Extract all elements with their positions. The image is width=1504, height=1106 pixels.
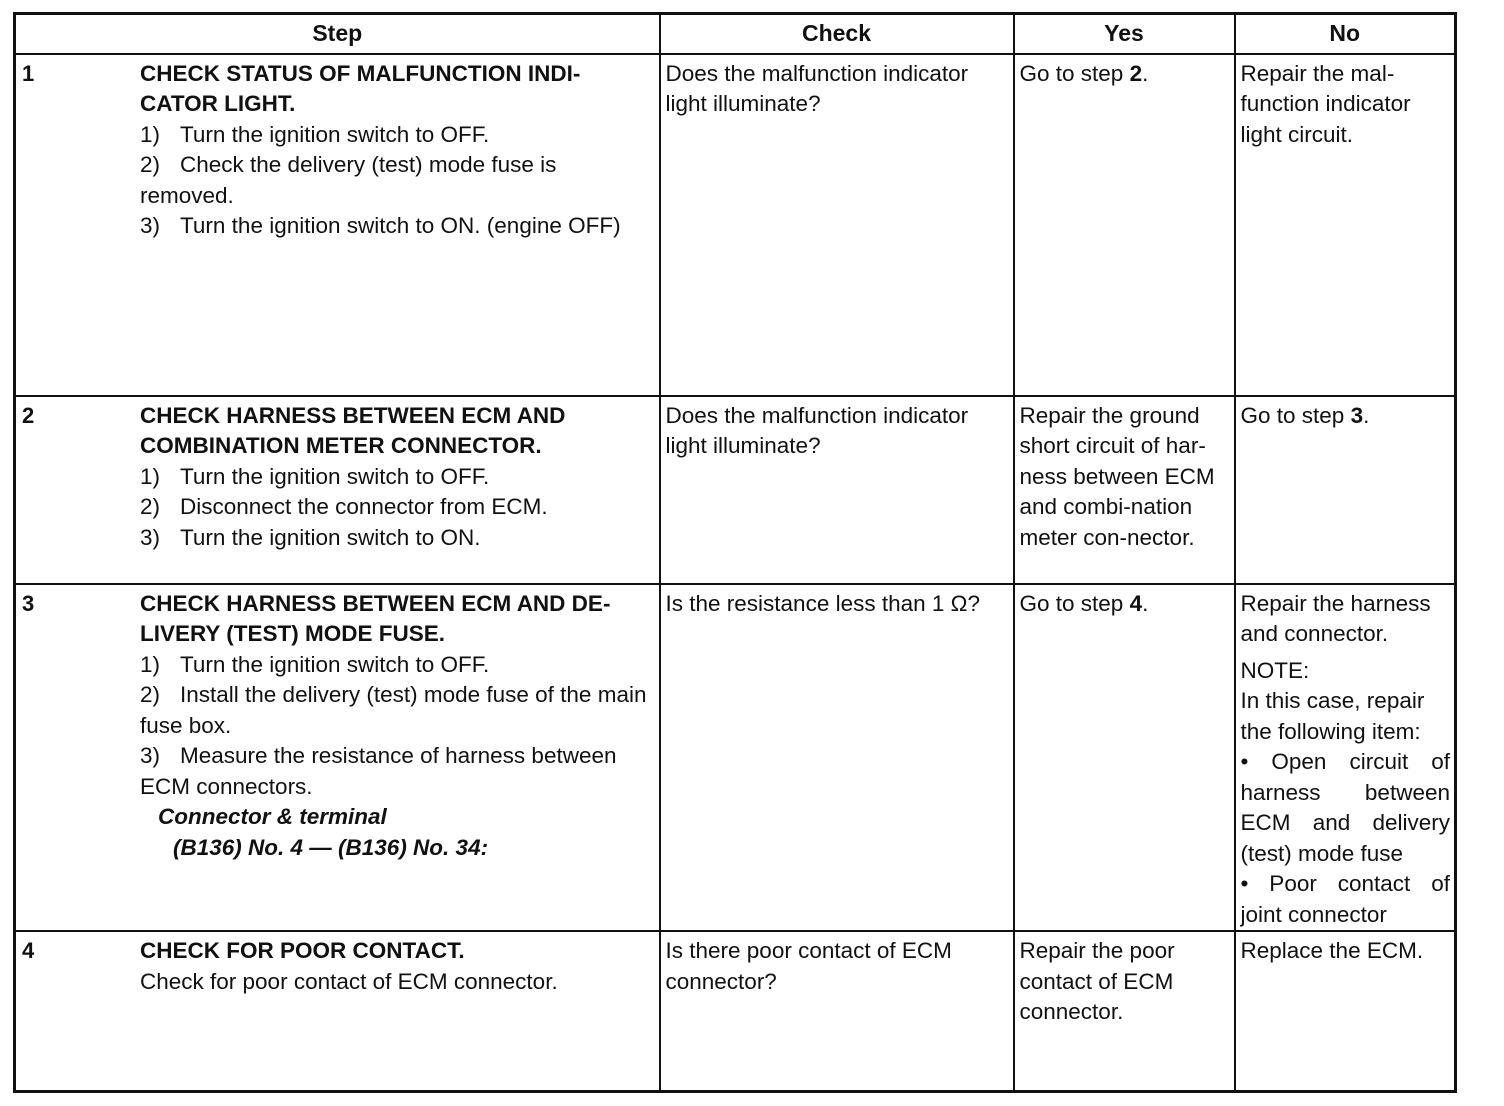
step-number: 3: [22, 590, 35, 616]
header-no: No: [1235, 14, 1456, 54]
substep: 3) Measure the resistance of harness between ECM connectors.: [140, 743, 617, 799]
no-action: Repair the harness and connector.: [1240, 590, 1431, 646]
check-cell: Does the malfunction indicator light illuminate?: [660, 396, 1014, 584]
note-intro: In this case, repair the following item:: [1240, 688, 1425, 744]
diagnostic-table: [13, 12, 1457, 1093]
step-cell: [15, 396, 660, 584]
step-title: CHECK STATUS OF MALFUNCTION INDI-CATOR LIGHT.: [140, 60, 581, 116]
note-item: • Open circuit of harness between ECM and delivery (test) mode fuse: [1240, 749, 1450, 866]
header-row: [15, 14, 1456, 54]
table-row: [15, 396, 1456, 584]
step-title: CHECK FOR POOR CONTACT.: [140, 938, 465, 963]
step-cell: [15, 931, 660, 1091]
substep: 2) Install the delivery (test) mode fuse of the main fuse box.: [140, 682, 647, 738]
substep: 3) Turn the ignition switch to ON.: [140, 524, 481, 550]
substep: 1) Turn the ignition switch to OFF.: [140, 463, 490, 489]
no-cell: Replace the ECM.: [1235, 931, 1456, 1091]
step-title: CHECK HARNESS BETWEEN ECM AND DE-LIVERY (TEST) MODE FUSE.: [140, 590, 611, 646]
step-number: 2: [22, 402, 35, 428]
header-yes: Yes: [1014, 14, 1235, 54]
substep: 2) Disconnect the connector from ECM.: [140, 494, 548, 519]
substep: 1) Turn the ignition switch to OFF.: [140, 651, 490, 677]
yes-cell: Go to step 2.: [1014, 54, 1235, 396]
substep: 1) Turn the ignition switch to OFF.: [140, 121, 490, 147]
spec-value: (B136) No. 4 — (B136) No. 34:: [173, 834, 489, 860]
check-cell: Is there poor contact of ECM connector?: [660, 931, 1014, 1091]
yes-cell: Repair the poor contact of ECM connector.: [1014, 931, 1235, 1091]
substep: 3) Turn the ignition switch to ON. (engine OFF): [140, 213, 621, 238]
note-label: NOTE:: [1240, 657, 1310, 683]
step-number: 1: [22, 60, 35, 86]
step-cell: [15, 584, 660, 932]
table-row: [15, 584, 1456, 932]
check-cell: Does the malfunction indicator light illuminate?: [660, 54, 1014, 396]
yes-cell: Repair the ground short circuit of har-ness between ECM and combi-nation meter con-nector.: [1014, 396, 1235, 584]
step-cell: [15, 54, 660, 396]
step-text: Check for poor contact of ECM connector.: [140, 968, 558, 994]
yes-cell: Go to step 4.: [1014, 584, 1235, 932]
no-cell: Repair the mal-function indicator light circuit.: [1235, 54, 1456, 396]
spec-label: Connector & terminal: [158, 804, 387, 829]
no-cell: Go to step 3.: [1235, 396, 1456, 584]
table-row: [15, 54, 1456, 396]
check-cell: Is the resistance less than 1 Ω?: [660, 584, 1014, 932]
substep: 2) Check the delivery (test) mode fuse is removed.: [140, 152, 557, 208]
no-cell: [1235, 584, 1456, 932]
header-step: Step: [15, 14, 660, 54]
header-check: Check: [660, 14, 1014, 54]
note-item: • Poor contact of joint connector: [1240, 871, 1450, 927]
table-row: [15, 931, 1456, 1091]
step-number: 4: [22, 938, 35, 963]
step-title: CHECK HARNESS BETWEEN ECM AND COMBINATION METER CONNECTOR.: [140, 402, 566, 458]
